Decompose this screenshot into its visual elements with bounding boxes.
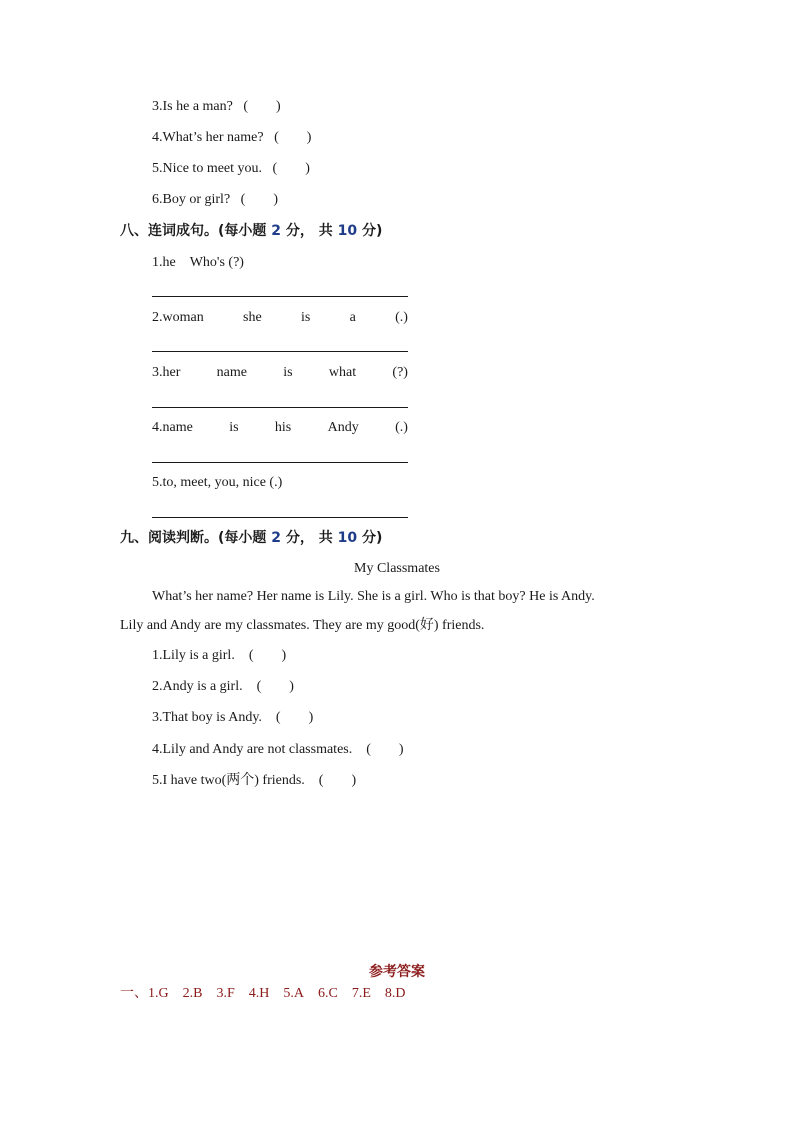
scramble-item-4 xyxy=(152,419,408,437)
word: what xyxy=(328,365,357,380)
section-8-heading xyxy=(120,222,382,240)
answer: 6.C xyxy=(318,986,338,1001)
answer-blank: ( ) xyxy=(248,648,287,663)
answer: 3.F xyxy=(216,986,235,1001)
word: 5.to, meet, you, nice (.) xyxy=(152,475,283,490)
question-text: 3.That boy is Andy. xyxy=(152,710,262,725)
word: (.) xyxy=(395,310,408,325)
answer-blank: ( ) xyxy=(240,192,278,207)
question-text: 4.What’s her name? xyxy=(152,130,264,145)
answer-prefix: 一、 xyxy=(120,986,148,1001)
answer-blank: ( ) xyxy=(272,161,310,176)
judge-item-2 xyxy=(152,678,294,696)
question-text: 1.Lily is a girl. xyxy=(152,648,235,663)
passage-line-2: Lily and Andy are my classmates. They are my good(好) friends. xyxy=(120,618,485,633)
heading-text: 八、连词成句。(每小题 xyxy=(120,223,272,239)
points-total: 10 xyxy=(337,223,358,239)
answer: 7.E xyxy=(351,986,371,1001)
word: 4.name xyxy=(152,420,193,435)
judge-item-5 xyxy=(152,772,356,790)
scramble-item-2 xyxy=(152,309,408,327)
section-9-heading xyxy=(120,529,382,547)
word: 1.he xyxy=(152,255,176,270)
word: is xyxy=(300,310,311,325)
question-7-3 xyxy=(152,98,281,116)
question-text: 4.Lily and Andy are not classmates. xyxy=(152,742,353,757)
answer-line xyxy=(152,296,408,297)
heading-text: 分) xyxy=(357,530,383,546)
judge-item-3 xyxy=(152,709,313,727)
points-each: 2 xyxy=(271,530,282,546)
judge-item-4 xyxy=(152,741,404,759)
word: name xyxy=(216,365,247,380)
question-7-6 xyxy=(152,191,278,209)
answer-line xyxy=(152,407,408,408)
points-total: 10 xyxy=(337,530,358,546)
word: (.) xyxy=(395,420,408,435)
heading-text: 分) xyxy=(357,223,383,239)
heading-text: 分， 共 xyxy=(281,530,338,546)
answer-blank: ( ) xyxy=(275,710,314,725)
answer-blank: ( ) xyxy=(243,99,281,114)
answer-line xyxy=(152,517,408,518)
answer-key-title: 参考答案 xyxy=(369,964,425,980)
answer: 8.D xyxy=(384,986,406,1001)
scramble-item-3 xyxy=(152,364,408,382)
answer-blank: ( ) xyxy=(366,742,404,757)
answer-line xyxy=(152,462,408,463)
question-text: 5.Nice to meet you. xyxy=(152,161,263,176)
word: Andy xyxy=(327,420,359,435)
word: Who's (?) xyxy=(189,255,244,270)
answer: 4.H xyxy=(248,986,270,1001)
answer-blank: ( ) xyxy=(274,130,312,145)
word: she xyxy=(243,310,262,325)
word: 3.her xyxy=(152,365,181,380)
word: (?) xyxy=(392,365,408,380)
question-text: 5.I have two(两个) friends. xyxy=(152,773,305,788)
answer: 2.B xyxy=(182,986,203,1001)
question-text: 2.Andy is a girl. xyxy=(152,679,243,694)
answer-line xyxy=(152,351,408,352)
word: his xyxy=(274,420,292,435)
question-7-5 xyxy=(152,160,310,178)
word: 2.woman xyxy=(152,310,204,325)
passage-title: My Classmates xyxy=(354,561,440,576)
scramble-item-1 xyxy=(152,254,244,272)
heading-text: 分， 共 xyxy=(281,223,338,239)
answer: 5.A xyxy=(283,986,305,1001)
heading-text: 九、阅读判断。(每小题 xyxy=(120,530,272,546)
answer-blank: ( ) xyxy=(318,773,357,788)
passage-line-1: What’s her name? Her name is Lily. She is a girl. Who is that boy? He is Andy. xyxy=(152,589,595,604)
points-each: 2 xyxy=(271,223,282,239)
word: is xyxy=(229,420,239,435)
question-text: 6.Boy or girl? xyxy=(152,192,231,207)
answer: 1.G xyxy=(148,986,169,1001)
word: a xyxy=(349,310,356,325)
answer-blank: ( ) xyxy=(256,679,294,694)
question-text: 3.Is he a man? xyxy=(152,99,233,114)
question-7-4 xyxy=(152,129,311,147)
scramble-item-5 xyxy=(152,474,282,492)
word: is xyxy=(283,365,293,380)
judge-item-1 xyxy=(152,647,286,665)
answer-key-line xyxy=(120,985,420,1003)
